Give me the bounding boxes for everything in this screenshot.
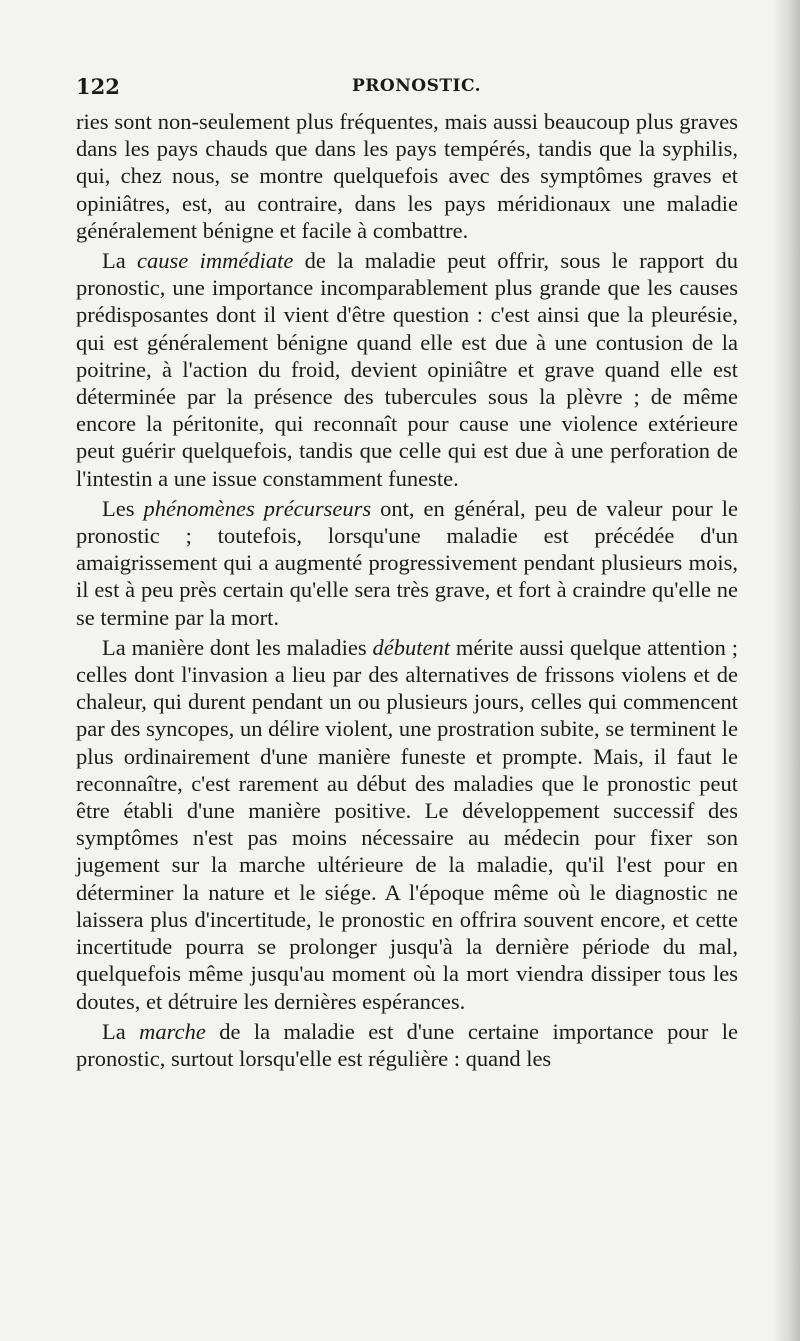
paragraph-5 <box>76 1018 738 1072</box>
paragraph-2 <box>76 247 738 492</box>
text-span: de la maladie est d'une certaine importance pour le pronostic, surtout lorsqu'elle est régulière : quand les <box>76 1018 738 1071</box>
italic-term: cause immédiate <box>137 248 294 274</box>
italic-term: débutent <box>372 634 450 660</box>
body-text <box>76 108 738 1075</box>
text-span: La <box>102 248 138 274</box>
text-span: ries sont non-seulement plus fréquentes, mais aussi beaucoup plus graves dans les pays chauds que dans les pays tempérés, tandis que la syphilis, qui, chez nous, se montre quelquefois avec des symptômes graves et opiniâtres, est, au contraire, dans les pays méridionaux une maladie généralement bénigne et facile à combattre. <box>76 109 738 243</box>
italic-term: phénomènes précurseurs <box>143 495 372 521</box>
text-span: de la maladie peut offrir, sous le rapport du pronostic, une importance incomparablement plus grande que les causes prédisposantes dont il vient d'être question : c'est ainsi que la pleurésie, qui est généralement bénigne quand elle est due à une contusion de la poitrine, à l'action du froid, devient opiniâtre et grave quand elle est déterminée par la présence des tubercules sous la plèvre ; de même encore la péritonite, qui reconnaît pour cause une violence extérieure peut guérir quelquefois, tandis que celle qui est due à une perforation de l'intestin a une issue constamment funeste. <box>76 248 738 491</box>
page-number: 122 <box>76 74 120 99</box>
text-span: mérite aussi quelque attention ; celles dont l'invasion a lieu par des alternatives de frissons violens et de chaleur, qui durent pendant un ou plusieurs jours, celles qui commencent par des syncopes, un délire violent, une prostration subite, se terminent le plus ordinairement d'une manière funeste et prompte. Mais, il faut le reconnaître, c'est rarement au début des maladies que le pronostic peut être établi d'une manière positive. Le développement successif des symptômes n'est pas moins nécessaire au médecin pour fixer son jugement sur la marche ultérieure de la maladie, qu'il l'est pour en déterminer la nature et le siége. A l'époque même où le diagnostic ne laissera plus d'incertitude, le pronostic en offrira souvent encore, et cette incertitude pourra se prolonger jusqu'à la dernière période du mal, quelquefois même jusqu'au moment où la mort viendra dissiper tous les doutes, et détruire les dernières espérances. <box>76 634 738 1014</box>
text-span: Les <box>102 495 144 521</box>
running-head <box>76 74 738 104</box>
text-span: La manière dont les maladies <box>102 634 373 660</box>
paragraph-4 <box>76 634 738 1015</box>
paragraph-3 <box>76 495 738 631</box>
text-span: ont, en général, peu de valeur pour le pronostic ; toutefois, lorsqu'une maladie est précédée d'un amaigrissement qui a augmenté progressivement pendant plusieurs mois, il est à peu près certain qu'elle sera très grave, et fort à craindre qu'elle ne se termine par la mort. <box>76 495 738 630</box>
paragraph-1 <box>76 108 738 244</box>
running-title: PRONOSTIC. <box>352 76 482 96</box>
text-span: La <box>102 1018 140 1044</box>
italic-term: marche <box>139 1018 206 1044</box>
